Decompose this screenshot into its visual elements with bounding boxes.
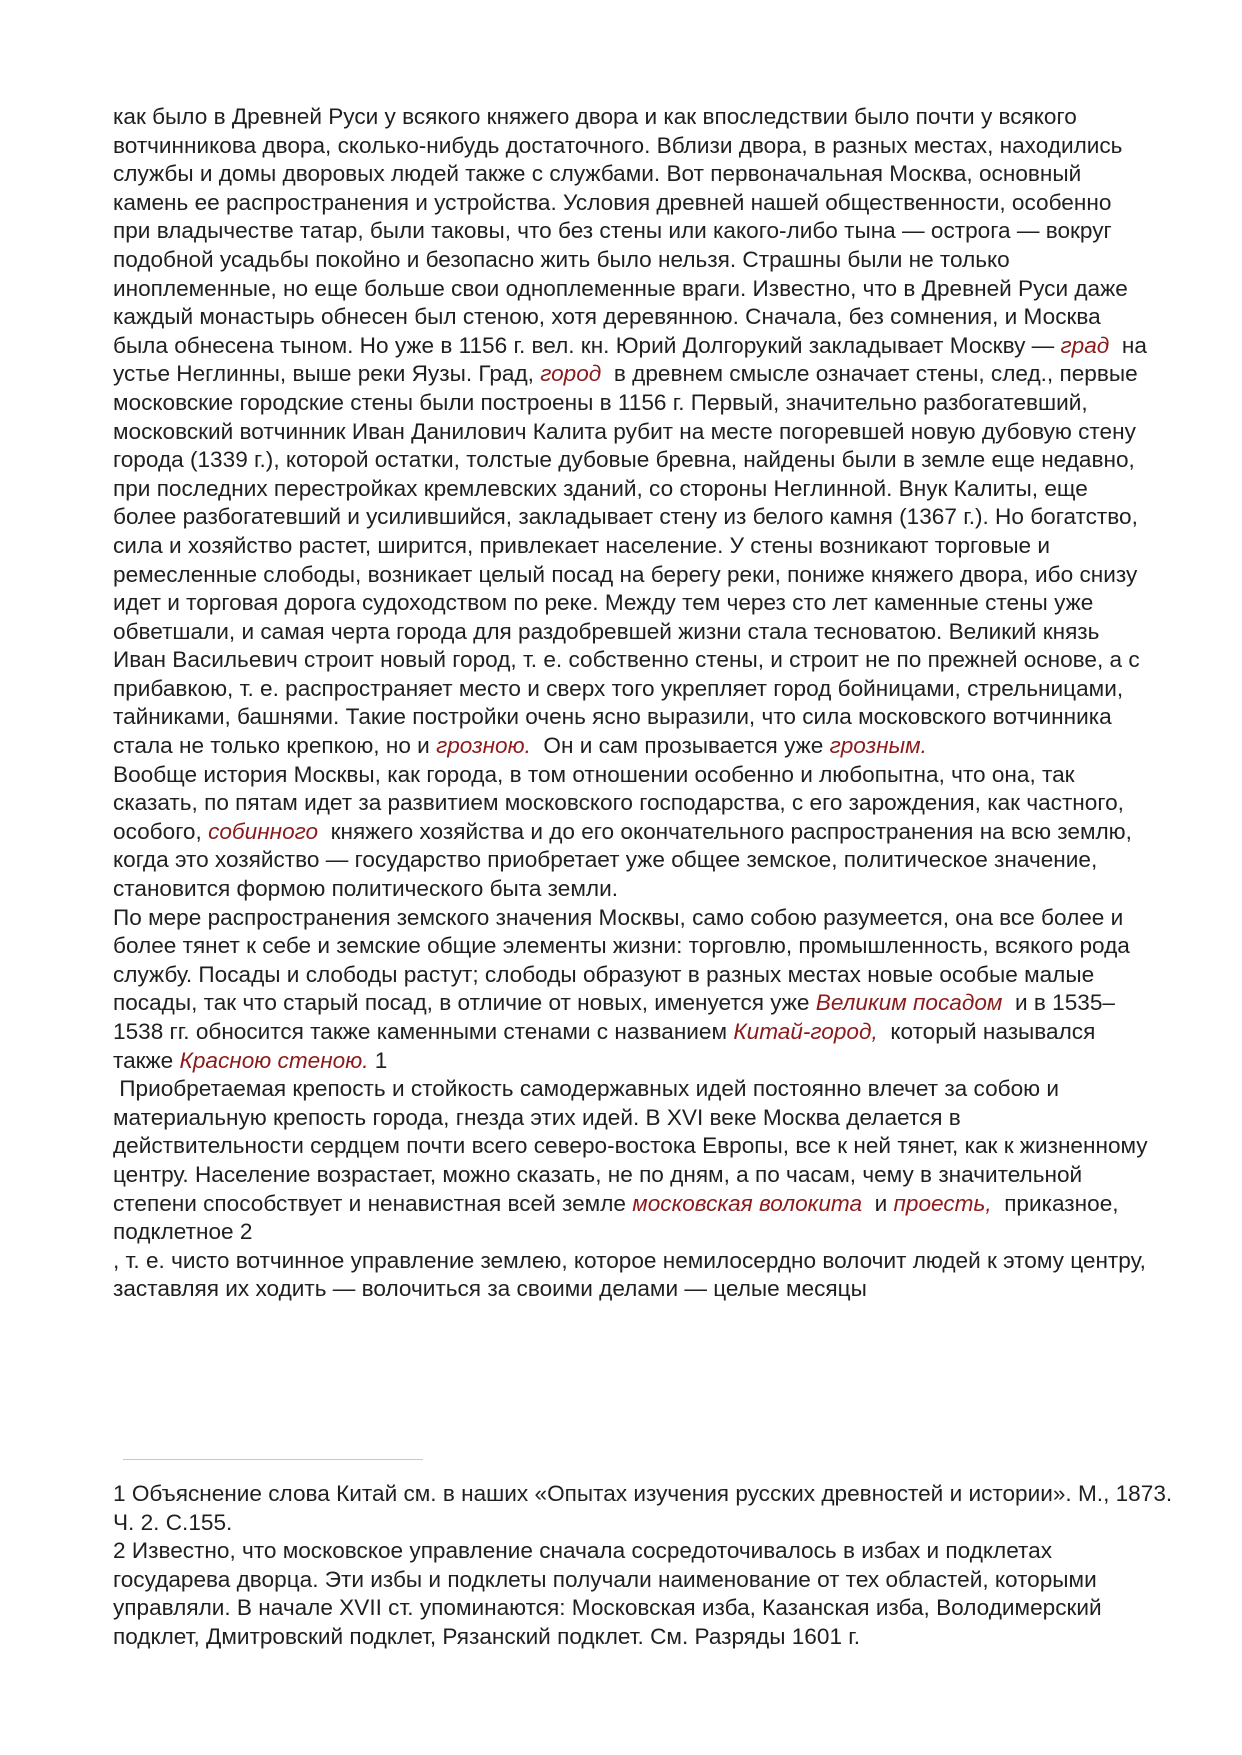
paragraph-1 [113,103,1153,761]
emphasized-term: город [540,361,602,387]
footnote-divider [123,1459,423,1460]
emphasized-term: Китай-город, [733,1019,878,1044]
text-run: приказное, подклетное 2 [113,1190,1125,1245]
text-run: Он и сам прозывается уже [530,733,830,759]
text-run: 1 [368,1047,388,1073]
emphasized-term: грозною. [436,733,531,759]
text-run: и [862,1190,894,1216]
body-text [113,103,1153,1304]
emphasized-term: московская волокита [632,1190,863,1216]
text-run: и в 1535–1538 гг. обносится также каменными стенами с названием [113,990,1115,1044]
text-run: в древнем смысле означает стены, след., первые московские городские стены были построены в 1156 г. Первый, значительно разбогатевший, московский вотчинник Иван Данилович Калита рубит на месте погоревшей новую дубовую стену города (1339 г.), которой остатки, толстые дубовые бревна, найдены были в земле еще недавно, при последних перестройках кремлевских зданий, со стороны Неглинной. Внук Калиты, еще более разбогатевший и усилившийся, закладывает стену из белого камня (1367 г.). Но богатство, сила и хозяйство растет, ширится, привлекает население. У стены возникают торговые и ремесленные слободы, возникает целый посад на берегу реки, пониже княжего двора, ибо снизу идет и торговая дорога судоходством по реке. Между тем через сто лет каменные стены уже обветшали, и самая черта города для раздобревшей жизни стала тесноватою. Великий князь Иван Васильевич строит новый город, т. е. собственно стены, и строит не по прежней основе, а с прибавкою, т. е. распространяет место и сверх того укрепляет город бойницами, стрельницами, тайниками, башнями. Такие постройки очень ясно выразили, что сила московского вотчинника стала не только крепкою, но и [113,361,1146,759]
paragraph-2 [113,761,1153,904]
emphasized-term: проесть, [893,1190,992,1216]
text-run: княжего хозяйства и до его окончательного распространения на всю землю, когда это хозяйство — государство приобретает уже общее земское, политическое значение, становится формою политического быта земли. [113,818,1139,902]
emphasized-term: Великим посадом [815,990,1003,1016]
emphasized-term: собинного [208,818,319,844]
paragraph-3 [113,904,1153,1076]
paragraph-4 [113,1075,1153,1247]
paragraph-5 [113,1247,1153,1304]
emphasized-term: грозным. [829,733,927,759]
text-run: , т. е. чисто вотчинное управление землею, которое немилосердно волочит людей к этому центру, заставляя их ходить — волочиться за своими делами — целые месяцы [113,1247,1153,1302]
text-run: По мере распространения земского значения Москвы, само собою разумеется, она все более и более тянет к себе и земские общие элементы жизни: торговлю, промышленность, всякого рода службу. Посады и слободы растут; слободы образуют в разных местах новые особые малые посады, так что старый посад, в отличие от новых, именуется уже [113,904,1137,1016]
emphasized-term: Красною стеною. [179,1047,369,1073]
text-run: Вообще история Москвы, как города, в том отношении особенно и любопытна, что она, так сказать, по пятам идет за развитием московского господарства, с его зарождения, как частного, особого, [113,761,1131,844]
text-run: который назывался также [113,1019,1102,1073]
text-run: Приобретаемая крепость и стойкость самодержавных идей постоянно влечет за собою и материальную крепость города, гнезда этих идей. В XVI веке Москва делается в действительности сердцем почти всего северо-востока Европы, все к ней тянет, как к жизненному центру. Население возрастает, можно сказать, не по дням, а по часам, чему в значительной степени способствует и ненавистная всей земле [113,1076,1154,1216]
footnote-2: 2 Известно, что московское управление сначала сосредоточивалось в избах и подклетах государева дворца. Эти избы и подклеты получали наименование от тех областей, которыми управляли. В начале XVII ст. упоминаются: Московская изба, Казанская изба, Володимерский подклет, Дмитровский подклет, Рязанский подклет. См. Разряды 1601 г. [113,1538,1102,1649]
text-run: на устье Неглинны, выше реки Яузы. Град, [113,332,1154,387]
emphasized-term: град [1060,332,1110,358]
footnote-1: 1 Объяснение слова Китай см. в наших «Опытах изучения русских древностей и истории». М., 1873. Ч. 2. С.155. [113,1481,1173,1535]
text-run: как было в Древней Руси у всякого княжего двора и как впоследствии было почти у всякого вотчинникова двора, сколько-нибудь достаточного. Вблизи двора, в разных местах, находились службы и домы дворовых людей также с службами. Вот первоначальная Москва, основный камень ее распространения и устройства. Условия древней нашей общественности, особенно при владычестве татар, были таковы, что без стены или какого-либо тына — острога — вокруг подобной усадьбы покойно и безопасно жить было нельзя. Страшны были не только иноплеменные, но еще больше свои одноплеменные враги. Известно, что в Древней Руси даже каждый монастырь обнесен был стеною, хотя деревянною. Сначала, без сомнения, и Москва была обнесена тыном. Но уже в 1156 г. вел. кн. Юрий Долгорукий закладывает Москву — [113,104,1135,358]
footnotes [113,1480,1173,1652]
